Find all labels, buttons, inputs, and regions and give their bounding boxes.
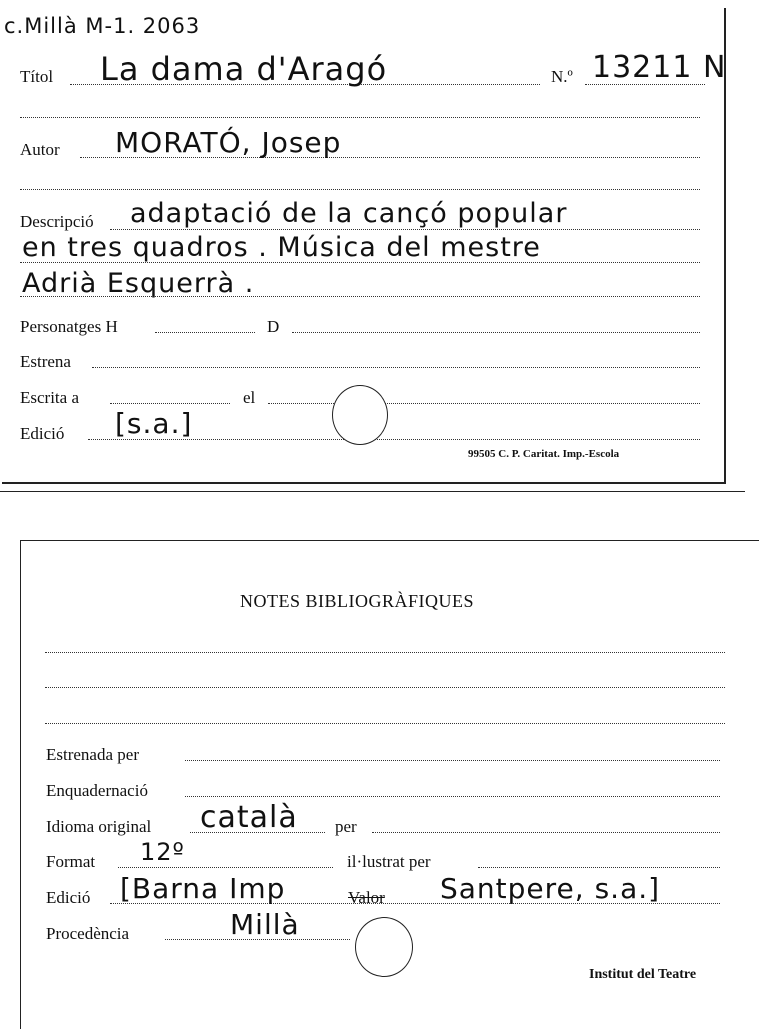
descripcio-value-1: adaptació de la cançó popular bbox=[130, 198, 568, 229]
escrita-label: Escrita a bbox=[20, 388, 79, 407]
idioma-label: Idioma original bbox=[46, 817, 152, 836]
edicio-value-2: Santpere, s.a.] bbox=[440, 872, 661, 905]
notes-heading: NOTES BIBLIOGRÀFIQUES bbox=[240, 591, 475, 611]
format-value: 12º bbox=[140, 838, 185, 866]
personatges-label: Personatges H bbox=[20, 317, 118, 336]
format-line bbox=[118, 867, 333, 868]
estrenada-line bbox=[185, 760, 720, 761]
edicio-label-2: Edició bbox=[46, 888, 91, 907]
personatges-d-line bbox=[292, 332, 700, 333]
edicio-struck-word: Valor bbox=[348, 888, 385, 907]
estrenada-label: Estrenada per bbox=[46, 745, 139, 764]
edicio-label: Edició bbox=[20, 424, 65, 443]
escrita-line bbox=[110, 403, 230, 404]
corner-note: c.Millà M-1. 2063 bbox=[4, 14, 201, 38]
procedencia-value: Millà bbox=[230, 908, 300, 941]
descripcio-value-3: Adrià Esquerrà . bbox=[22, 268, 255, 299]
estrena-label: Estrena bbox=[20, 352, 71, 371]
personatges-h-line bbox=[155, 332, 255, 333]
estrena-line bbox=[92, 367, 700, 368]
numero-value: 13211 N bbox=[592, 50, 727, 85]
illustrat-line bbox=[478, 867, 720, 868]
titol-label: Títol bbox=[20, 67, 54, 86]
illustrat-label: il·lustrat per bbox=[347, 852, 431, 871]
institution-imprint: Institut del Teatre bbox=[589, 967, 697, 982]
punch-hole bbox=[332, 385, 388, 445]
notes-line bbox=[45, 687, 725, 688]
descripcio-line-1 bbox=[110, 229, 700, 230]
numero-label: N.º bbox=[551, 67, 573, 86]
notes-line bbox=[45, 723, 725, 724]
autor-value: MORATÓ, Josep bbox=[115, 126, 342, 159]
edicio-value: [s.a.] bbox=[115, 407, 193, 440]
notes-line bbox=[45, 652, 725, 653]
punch-hole bbox=[355, 917, 413, 977]
edicio-value-1: [Barna Imp bbox=[120, 872, 286, 905]
per-label: per bbox=[335, 817, 357, 836]
format-label: Format bbox=[46, 852, 96, 871]
idioma-value: català bbox=[200, 800, 298, 835]
descripcio-label: Descripció bbox=[20, 212, 94, 231]
descripcio-value-2: en tres quadros . Música del mestre bbox=[22, 232, 541, 263]
el-label: el bbox=[243, 388, 256, 407]
titol-value: La dama d'Aragó bbox=[100, 50, 388, 88]
per-line bbox=[372, 832, 720, 833]
printer-imprint: 99505 C. P. Caritat. Imp.-Escola bbox=[468, 448, 620, 460]
autor-label: Autor bbox=[20, 140, 60, 159]
blank-line bbox=[20, 117, 700, 118]
procedencia-label: Procedència bbox=[46, 924, 130, 943]
personatges-d-label: D bbox=[267, 317, 280, 336]
blank-line bbox=[20, 189, 700, 190]
enquadernacio-line bbox=[185, 796, 720, 797]
card-divider bbox=[0, 491, 745, 492]
enquadernacio-label: Enquadernació bbox=[46, 781, 148, 800]
